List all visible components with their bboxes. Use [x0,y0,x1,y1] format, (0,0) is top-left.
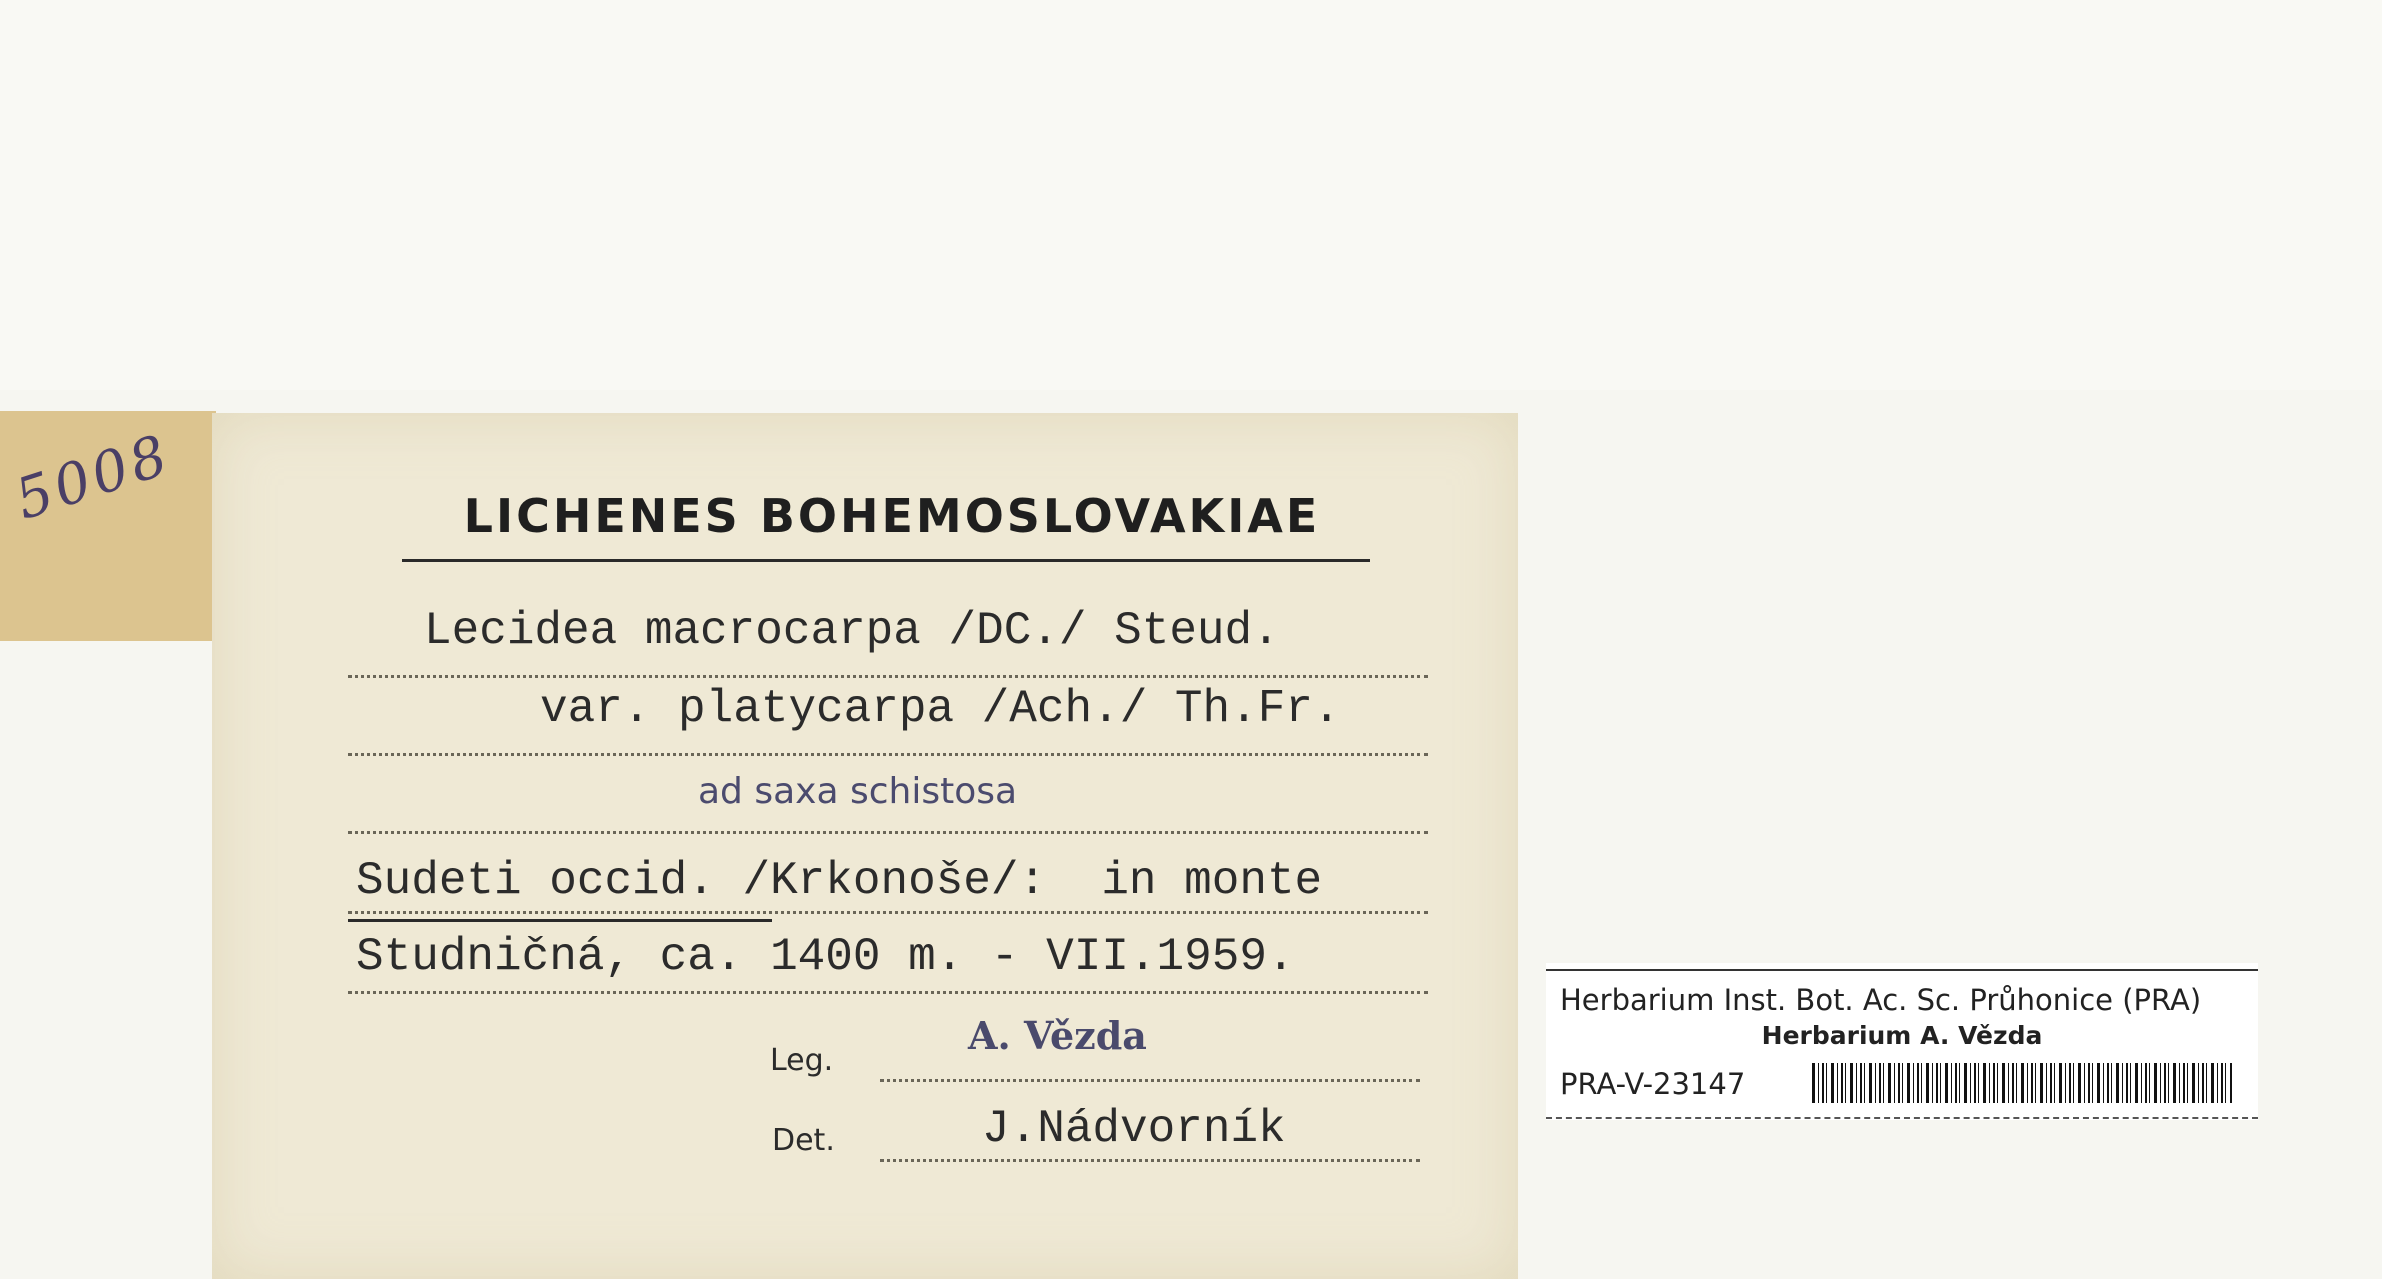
institution-name: Herbarium Inst. Bot. Ac. Sc. Průhonice (PRA) [1560,983,2202,1017]
specimen-label [212,413,1518,1279]
dotted-line [348,831,1428,834]
herbarium-name: Herbarium A. Vězda [1761,1021,2043,1050]
barcode-cut-line [1546,1117,2258,1119]
dotted-line [348,911,1428,914]
substrate-text: ad saxa schistosa [698,771,1018,812]
species-name: Lecidea macrocarpa /DC./ Steud. [424,605,1280,657]
label-title: LICHENES BOHEMOSLOVAKIAE [463,489,1321,543]
barcode-label-top-rule [1546,969,2258,971]
barcode-label [1546,963,2258,1120]
leg-label: Leg. [770,1043,834,1078]
dotted-line [348,675,1428,678]
det-label: Det. [772,1123,835,1158]
locality-line-1: Sudeti occid. /Krkonoše/: in monte [356,855,1323,907]
handwritten-number: 5008 [7,422,179,533]
locality-underline [348,919,772,922]
collector-name: A. Vězda [968,1013,1147,1058]
dotted-line [348,753,1428,756]
dotted-line [880,1079,1420,1082]
determiner-name: J.Nádvorník [982,1103,1286,1155]
barcode-icon [1812,1063,2232,1103]
dotted-line [880,1159,1420,1162]
locality-line-2: Studničná, ca. 1400 m. - VII.1959. [356,931,1295,983]
variety-name: var. platycarpa /Ach./ Th.Fr. [540,683,1341,735]
title-underline [402,559,1370,562]
dotted-line [348,991,1428,994]
specimen-id: PRA-V-23147 [1560,1067,1746,1101]
